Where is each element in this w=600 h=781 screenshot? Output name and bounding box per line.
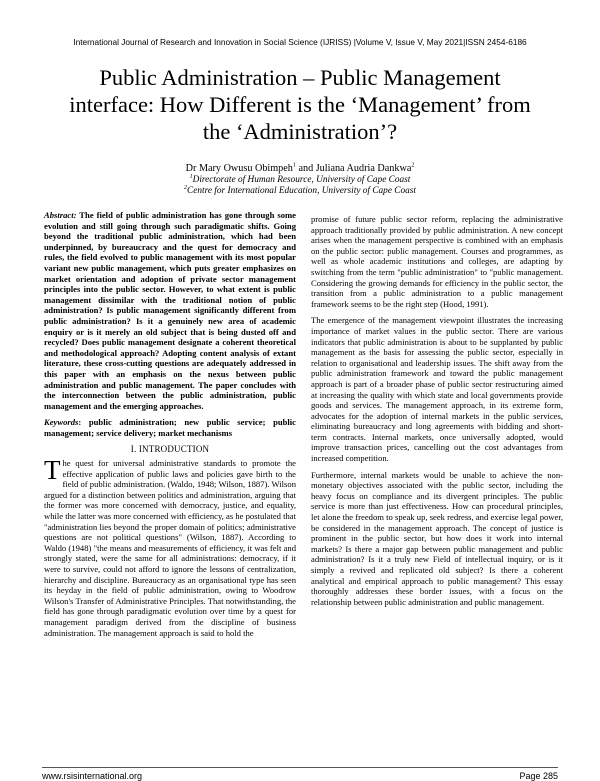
affiliation-text: Centre for International Education, University of Cape Coast — [187, 186, 416, 196]
abstract-text: The field of public administration has gone through some evolution and still going through such paradigmatic shifts. Going beyond the traditional public administration, which had been underpinned, by bureaucracy and the quest for democracy and rules, the field evolved to public management with its most popular variant new public management, which puts greater emphasizes on market orientation and adoption of private sector management principles into the public sector. However, to what extent is public management dissimilar with the traditional notion of public administration? Is public management significantly different from public administration? Is it a genuinely new area of academic enquiry or is it merely an old subject that is being dusted off and recycled? Does public management designate a coherent theoretical and methodological approach? Adopting content analysis of extant literature, these cross-cutting questions are adequately addressed in this paper with an emphasis on the nexus between public administration and public management. The paper concludes with the interconnection between the public administration, public management and the emerging approaches. — [44, 210, 296, 411]
author-sup: 2 — [411, 162, 415, 169]
affiliation-text: Directorate of Human Resource, University of Cape Coast — [192, 175, 411, 185]
right-column — [311, 214, 563, 607]
abstract — [44, 210, 296, 411]
affiliation-sup: 2 — [184, 184, 188, 191]
title-line: the ‘Administration’? — [202, 119, 398, 144]
keywords-label: Keywords — [44, 417, 79, 428]
drop-cap: T — [44, 455, 61, 486]
body-paragraph: The emergence of the management viewpoint illustrates the increasing importance of market values in the public sector. There are various indicators that public administration is about to be supplanted by public management as the basis for assessing the public sector, especially in relation to organisational and leadership issues. The shift away from the public administration framework and toward the public management approach is part of a broader phase of public sector restructuring aimed at increasing the quality with which state and local governments provide goods and services. The management approach, in its extreme form, advocates for the adoption of internal markets in the public services, eliminating bureaucracy and long agreements with bidding and short-term contracts. Internal markets, once universally adopted, would improve transaction prices, cancelling out the cost advantages from increased competition. — [311, 315, 563, 464]
affiliation-sup: 1 — [189, 173, 193, 180]
running-head: International Journal of Research and Innovation in Social Science (IJRISS) |Volume V, Issue V, May 2021|ISSN 2454-6186 — [73, 37, 527, 47]
affiliation — [40, 186, 560, 197]
title-line: interface: How Different is the ‘Management’ from — [69, 92, 531, 117]
left-column — [44, 210, 296, 638]
footer-rule — [42, 767, 558, 768]
body-paragraph: promise of future public sector reform, replacing the administrative approach traditionally provided by public administration. A new concept arises when the management perspective is combined with an emphasis on the public sector: public management. Courses and programmes, as well as whole academic institutions and colleges, are adapting by switching from the term "public administration" to "public management. Considering the growing demands for efficiency in the public sector, the transition from a public administration to a public management framework seems to be the right step (Hood, 1991). — [311, 214, 563, 309]
paper-title — [40, 64, 560, 145]
intro-text: he quest for universal administrative standards to promote the effective application of public laws and policies gave birth to the field of public administration. (Waldo, 1948; Wilson, 1887). Wilson argued for a distinction between politics and administration, arguing that the former was more concerned with democracy, justice, and equality, while the latter was more concerned with efficiency, as he postulated that "administration lies beyond the proper domain of politics; administrative questions are not political questions" (Wilson, 1887). According to Waldo (1948) "the means and measurements of efficiency, it was felt and strongly stated, were the same for all administrations: democracy, if it were to survive, could not afford to ignore the lessons of centralization, hierarchy and discipline. Bureaucracy as an organisational type has seen its heyday in the field of public administration, owing to Woodrow Wilson's Transfer of Administrative Principles. That notwithstanding, the field has gone through paradigmatic evolution over time by a quest for management paradigm derived from the discipline of business administration. The management approach is said to hold the — [44, 458, 296, 638]
page-number: Page 285 — [519, 771, 558, 781]
abstract-label: Abstract: — [44, 210, 77, 220]
title-line: Public Administration – Public Management — [99, 65, 501, 90]
footer-url-link[interactable]: www.rsisinternational.org — [42, 771, 143, 781]
section-heading: I. INTRODUCTION — [130, 444, 210, 455]
keywords — [44, 417, 296, 438]
author-line — [40, 162, 560, 175]
author-conjunction: and — [295, 163, 316, 174]
keywords-text: : public administration; new public service; public management; service delivery; market mechanisms — [44, 417, 296, 438]
author-sup: 1 — [292, 162, 296, 169]
author-block — [40, 162, 560, 197]
intro-paragraph — [44, 455, 296, 638]
author-name: Dr Mary Owusu Obimpeh — [185, 163, 293, 174]
body-paragraph: Furthermore, internal markets would be unable to achieve the non-monetary objectives associated with the public sector, including the heavy focus on compliance and its divergent principles. The public service is more than just effectiveness. How can procedural principles, let alone the freedom to speak up, seek redress, and exercise legal power, be considered in the management approach. The concept of justice is prominent in the public sector, but how does it work into internal markets? Is there a major gap between public management and public administration? Is it a truly new Field of intellectual inquiry, or is it simply a revived and replicated old subject? Is there a coherent analytical and empirical approach to public management? This essay thoroughly addresses these border issues, with a focus on the relationship between public administration and public management. — [311, 469, 563, 607]
affiliation — [40, 175, 560, 186]
author-name: Juliana Audria Dankwa — [315, 163, 412, 174]
